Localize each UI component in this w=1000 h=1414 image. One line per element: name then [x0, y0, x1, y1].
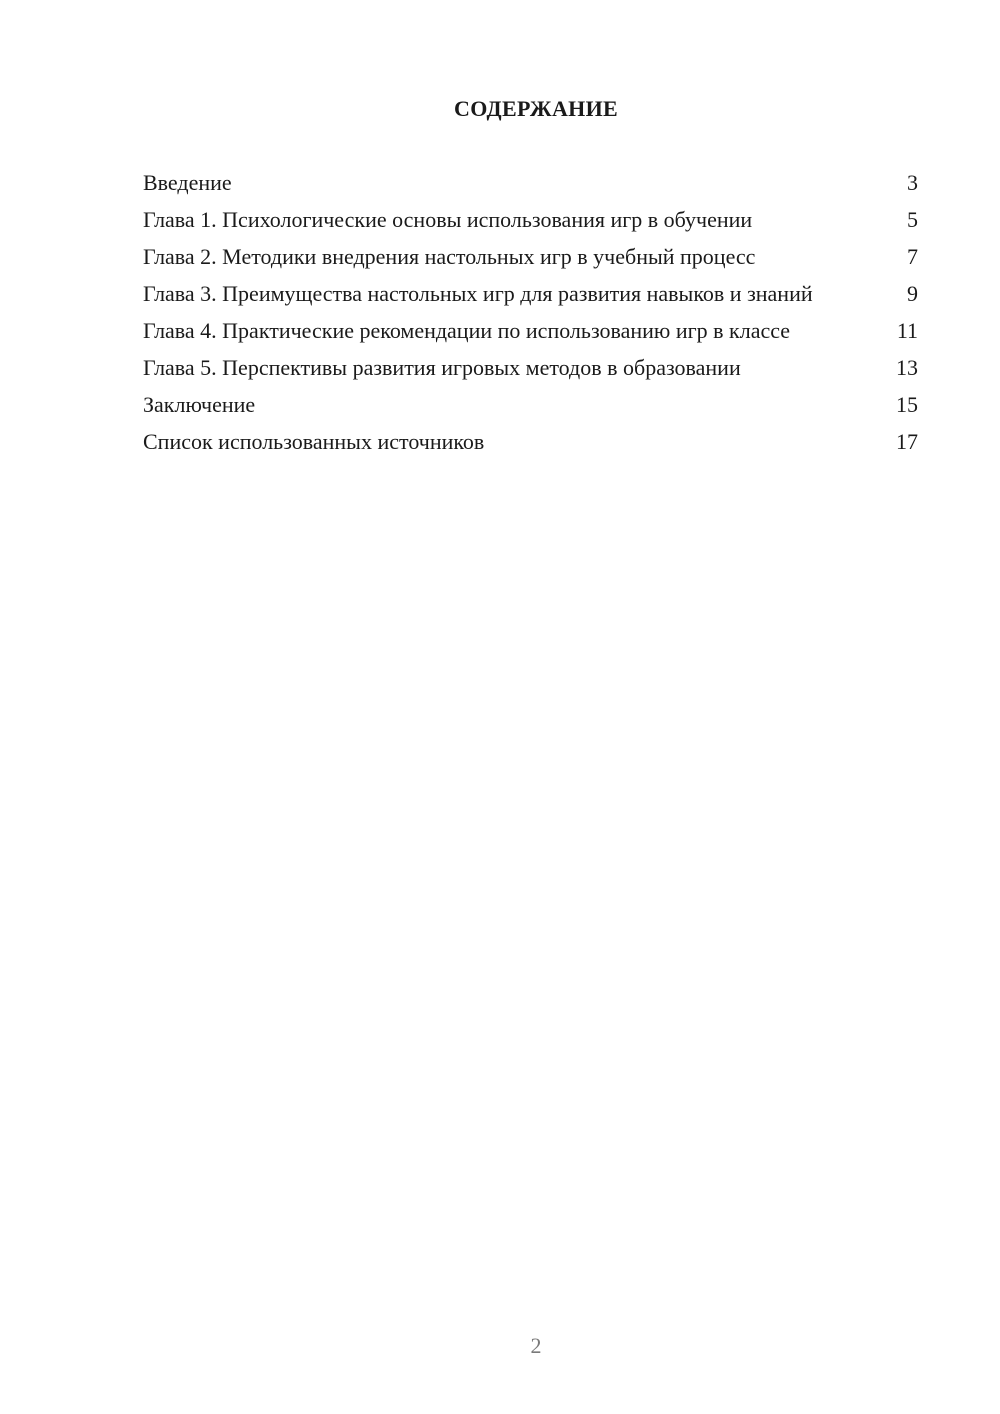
toc-entry-introduction[interactable]	[143, 170, 918, 196]
toc-entry-page: 5	[907, 207, 918, 232]
toc-entry-conclusion[interactable]	[143, 392, 918, 418]
toc-entry-chapter-1[interactable]	[143, 207, 918, 233]
toc-entry-page: 11	[896, 318, 918, 343]
toc-entry-page: 15	[896, 392, 918, 417]
toc-entry-chapter-2[interactable]	[143, 244, 918, 270]
toc-entry-page: 17	[896, 429, 918, 454]
toc-entry-chapter-3[interactable]	[143, 281, 918, 307]
page-title: СОДЕРЖАНИЕ	[454, 96, 618, 121]
toc-entry-title: Глава 1. Психологические основы использования игр в обучении	[143, 207, 753, 232]
toc-entry-references[interactable]	[143, 429, 918, 455]
toc-entry-page: 13	[896, 355, 918, 380]
toc-entry-title: Глава 5. Перспективы развития игровых методов в образовании	[143, 355, 741, 380]
toc-entry-title: Глава 2. Методики внедрения настольных игр в учебный процесс	[143, 244, 756, 269]
page-number: 2	[530, 1333, 542, 1358]
toc-entry-title: Заключение	[143, 392, 256, 417]
toc-entry-chapter-5[interactable]	[143, 355, 918, 381]
toc-entry-title: Глава 4. Практические рекомендации по использованию игр в классе	[143, 318, 791, 343]
toc-entry-title: Глава 3. Преимущества настольных игр для развития навыков и знаний	[143, 281, 813, 306]
table-of-contents	[143, 170, 918, 466]
toc-entry-title: Введение	[143, 170, 232, 195]
toc-entry-title: Список использованных источников	[143, 429, 485, 454]
toc-entry-chapter-4[interactable]	[143, 318, 918, 344]
toc-entry-page: 9	[907, 281, 918, 306]
toc-entry-page: 3	[907, 170, 918, 195]
toc-entry-page: 7	[907, 244, 918, 269]
